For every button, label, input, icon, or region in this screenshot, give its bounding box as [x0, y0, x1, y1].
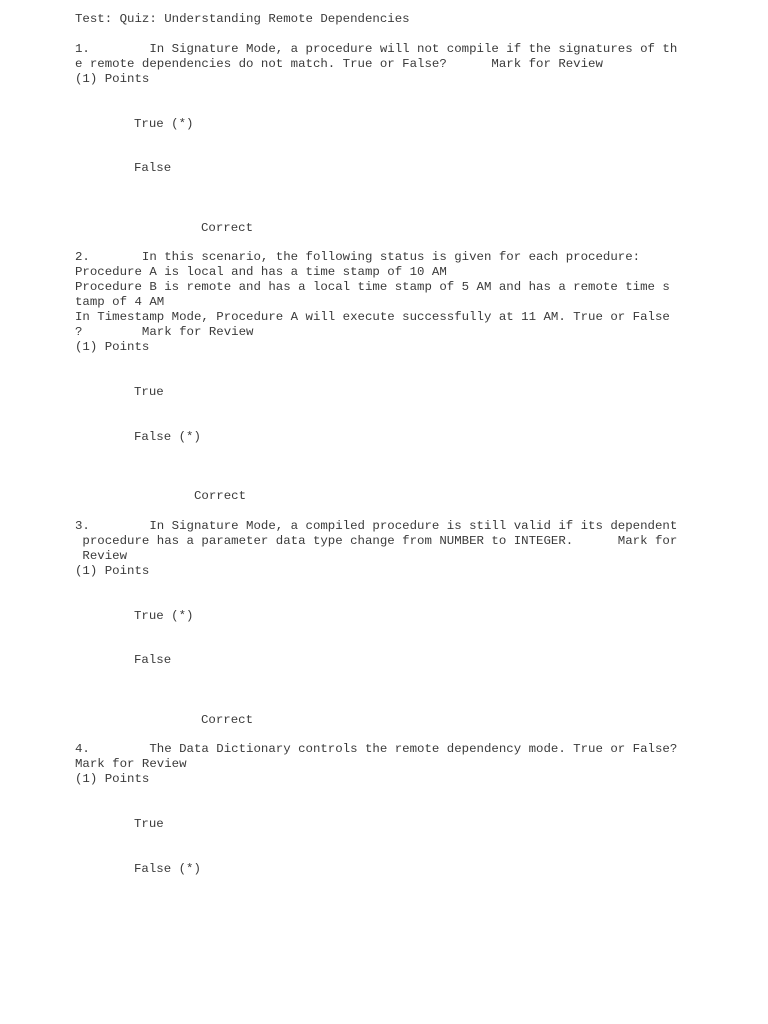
question-text-line: e remote dependencies do not match. True or False? Mark for Review	[75, 57, 603, 71]
answer-feedback: Correct	[194, 489, 247, 503]
answer-feedback: Correct	[201, 221, 254, 235]
question-points: (1) Points	[75, 72, 150, 86]
question-points: (1) Points	[75, 340, 150, 354]
question-text-line: Procedure B is remote and has a local time stamp of 5 AM and has a remote time s	[75, 280, 670, 294]
answer-option-true[interactable]: True (*)	[134, 117, 194, 131]
question-text-line: 1. In Signature Mode, a procedure will not compile if the signatures of th	[75, 42, 678, 56]
question-text-line: In Timestamp Mode, Procedure A will execute successfully at 11 AM. True or False	[75, 310, 670, 324]
answer-option-false[interactable]: False (*)	[134, 430, 201, 444]
question-text-line: Review	[75, 549, 128, 563]
question-text-line: 3. In Signature Mode, a compiled procedure is still valid if its dependent	[75, 519, 678, 533]
answer-option-true[interactable]: True	[134, 385, 164, 399]
answer-option-true[interactable]: True	[134, 817, 164, 831]
answer-feedback: Correct	[201, 713, 254, 727]
document-title: Test: Quiz: Understanding Remote Dependencies	[75, 12, 410, 26]
question-text-line: 2. In this scenario, the following status is given for each procedure:	[75, 250, 641, 264]
question-text-line: procedure has a parameter data type change from NUMBER to INTEGER. Mark for	[75, 534, 678, 548]
answer-option-false[interactable]: False (*)	[134, 862, 201, 876]
question-text-line: ? Mark for Review	[75, 325, 254, 339]
answer-option-false[interactable]: False	[134, 653, 172, 667]
answer-option-true[interactable]: True (*)	[134, 609, 194, 623]
question-points: (1) Points	[75, 564, 150, 578]
question-text-line: tamp of 4 AM	[75, 295, 165, 309]
question-points: (1) Points	[75, 772, 150, 786]
question-text-line: 4. The Data Dictionary controls the remote dependency mode. True or False?	[75, 742, 678, 756]
answer-option-false[interactable]: False	[134, 161, 172, 175]
question-text-line: Mark for Review	[75, 757, 187, 771]
question-text-line: Procedure A is local and has a time stamp of 10 AM	[75, 265, 447, 279]
